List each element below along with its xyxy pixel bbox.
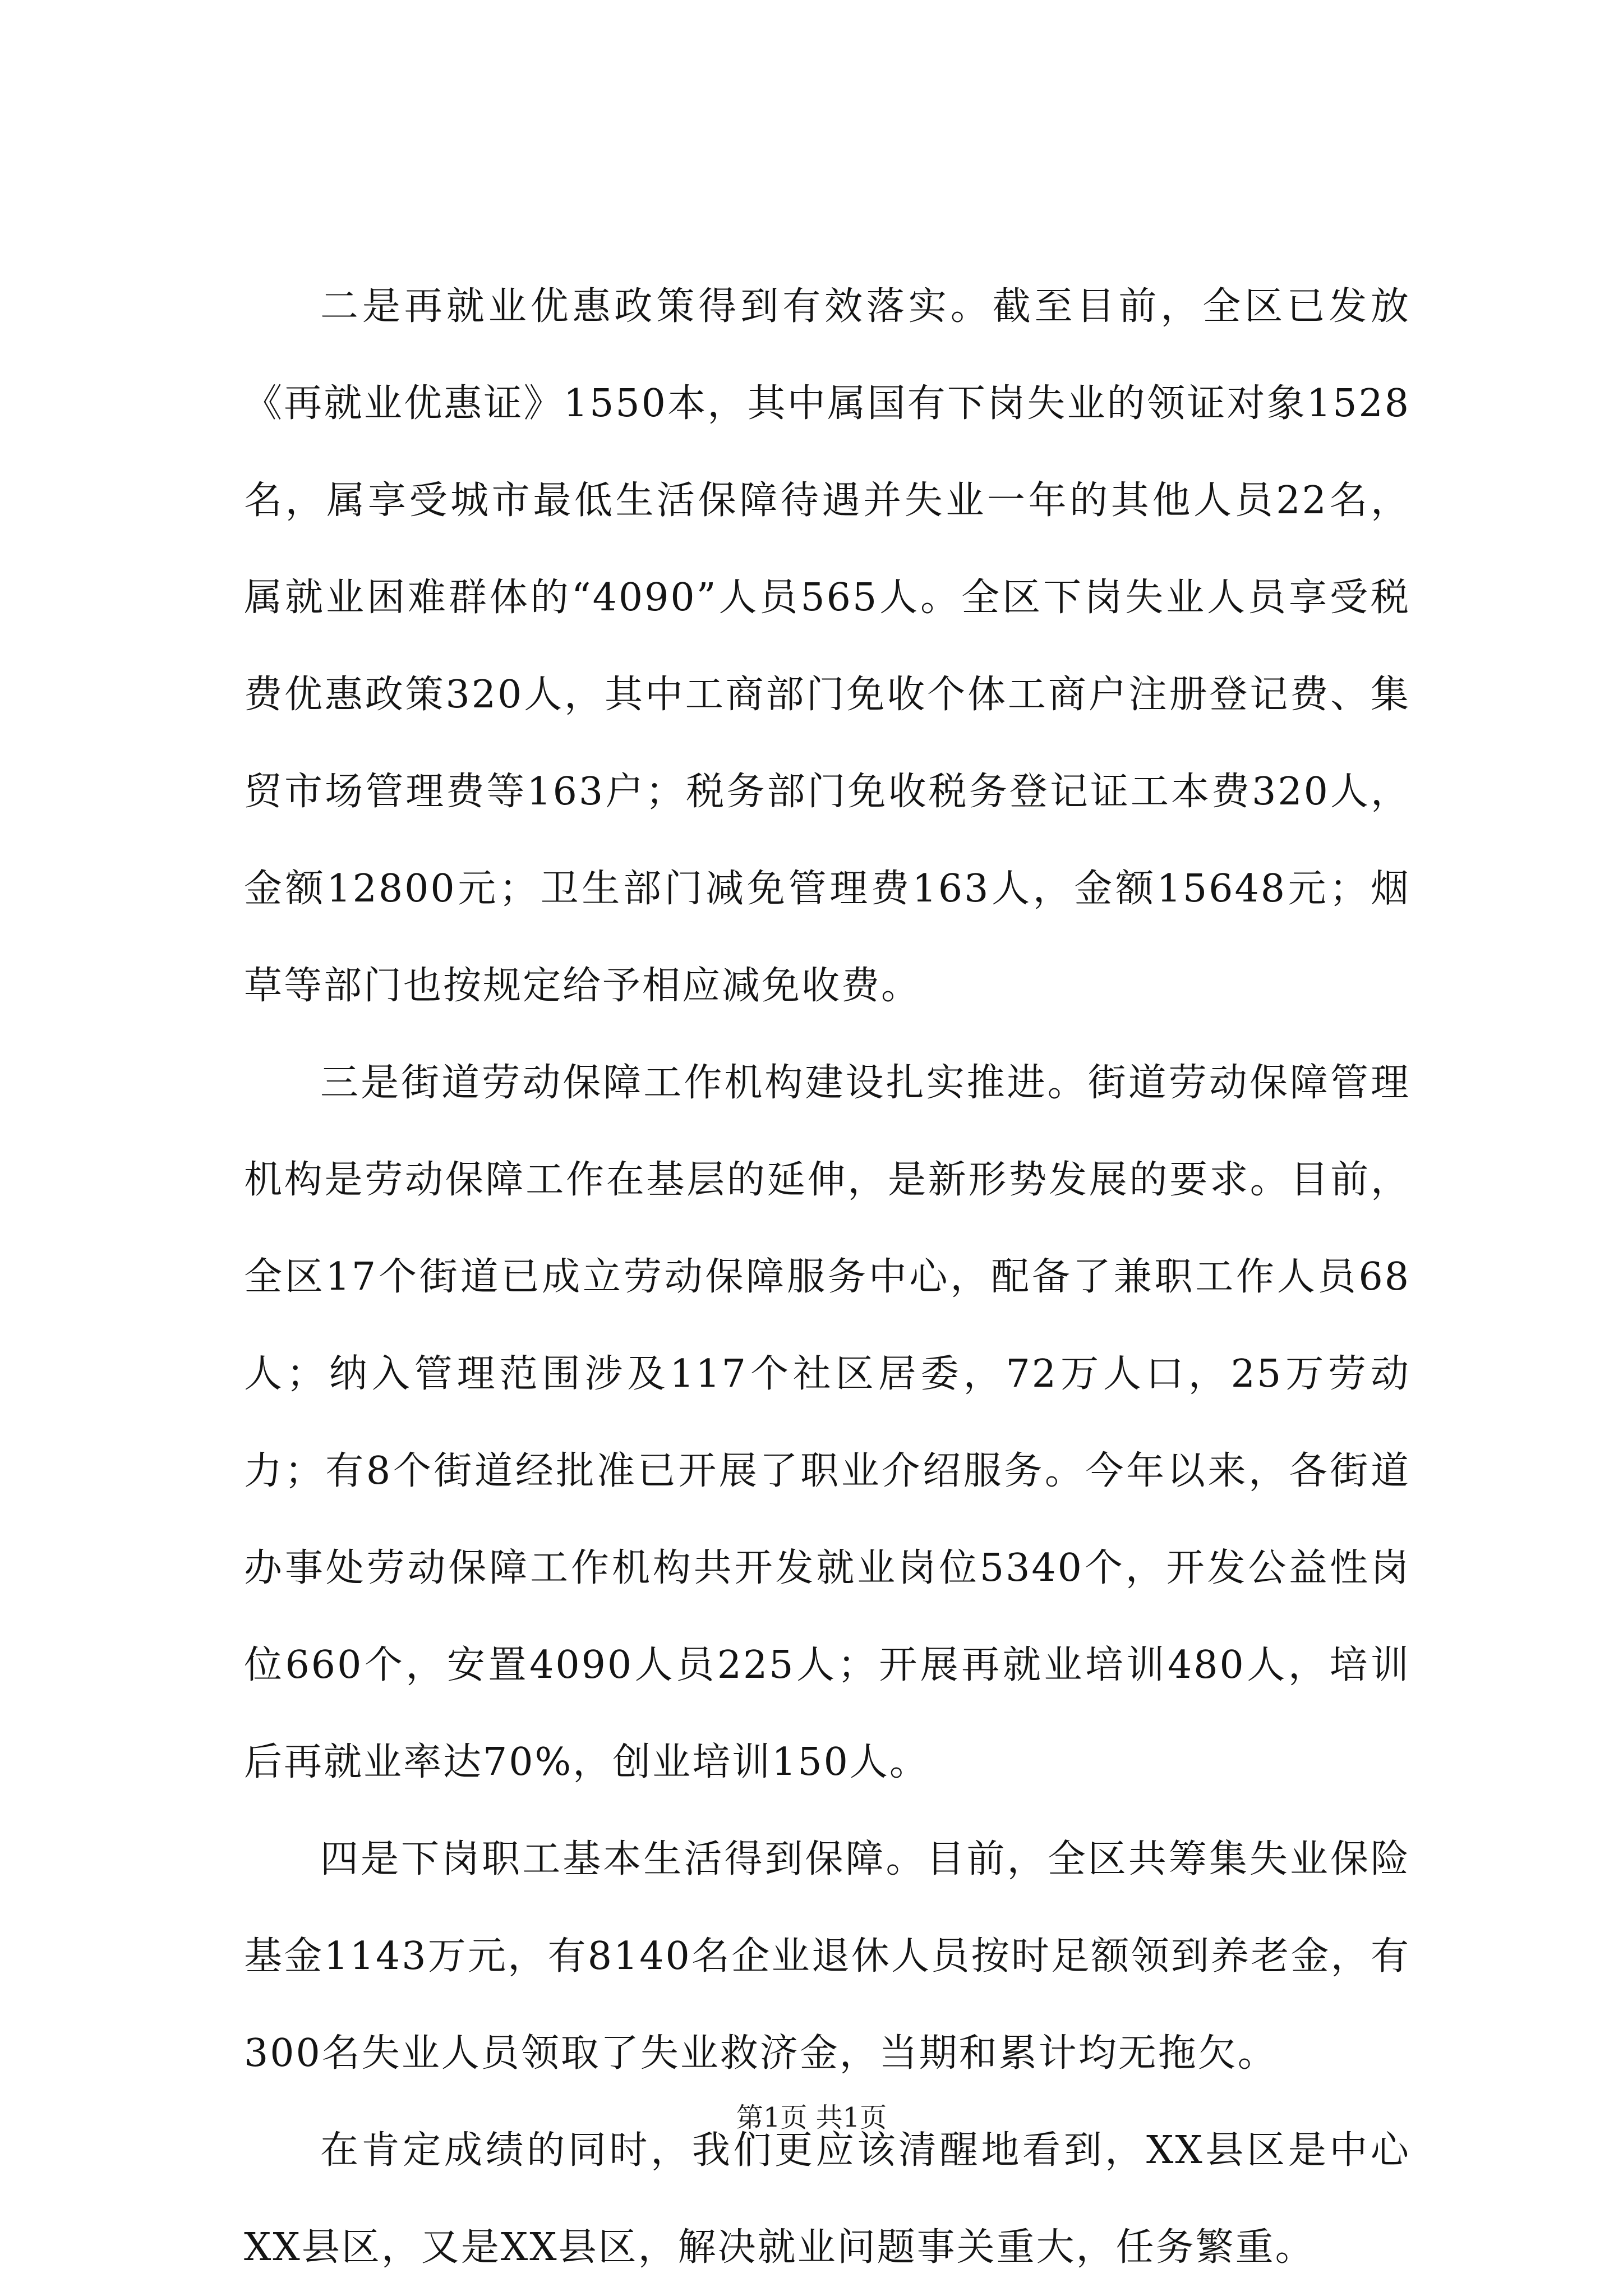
paragraph-basic-living-guarantee: 四是下岗职工基本生活得到保障。目前，全区共筹集失业保险基金1143万元，有8140名企业退休人员按时足额领到养老金，有300名失业人员领取了失业救济金，当期和累计均无拖欠。 [244, 1837, 1410, 2076]
page-number-footer: 第1页 共1页 [736, 2102, 887, 2133]
paragraph-street-labor-institutions: 三是街道劳动保障工作机构建设扎实推进。街道劳动保障管理机构是劳动保障工作在基层的延伸，是新形势发展的要求。目前，全区17个街道已成立劳动保障服务中心，配备了兼职工作人员68人；纳入管理范围涉及117个社区居委，72万人口，25万劳动力；有8个街道经批准已开展了职业介绍服务。今年以来，各街道办事处劳动保障工作机构共开发就业岗位5340个，开发公益性岗位660个，安置4090人员225人；开展再就业培训480人，培训后再就业率达70%，创业培训150人。 [244, 1061, 1410, 1784]
paragraph-re-employment-policy: 二是再就业优惠政策得到有效落实。截至目前，全区已发放《再就业优惠证》1550本，其中属国有下岗失业的领证对象1528名，属享受城市最低生活保障待遇并失业一年的其他人员22名，属就业困难群体的“4090”人员565人。全区下岗失业人员享受税费优惠政策320人，其中工商部门免收个体工商户注册登记费、集贸市场管理费等163户；税务部门免收税务登记证工本费320人，金额12800元；卫生部门减免管理费163人，金额15648元；烟草等部门也按规定给予相应减免收费。 [244, 284, 1410, 1008]
document-body [244, 258, 1410, 2296]
paragraph-challenges: 在肯定成绩的同时，我们更应该清醒地看到，XX县区是中心XX县区，又是XX县区，解决就业问题事关重大，任务繁重。 [244, 2128, 1410, 2270]
